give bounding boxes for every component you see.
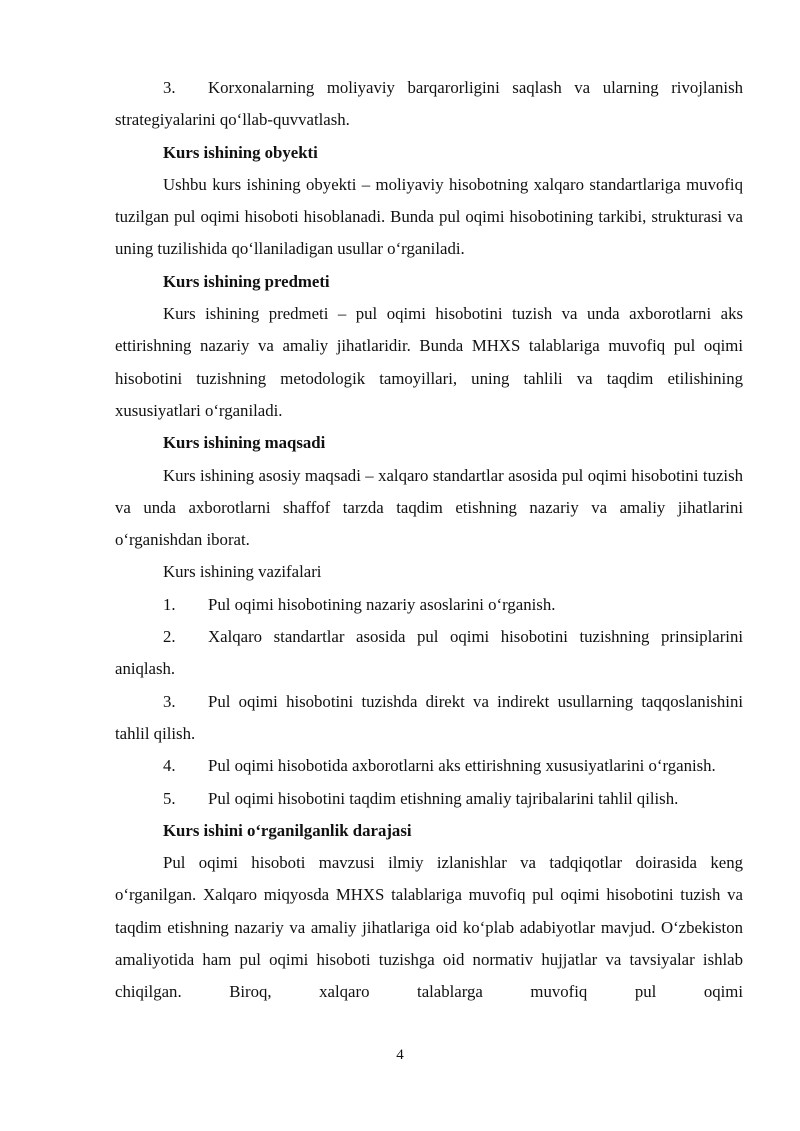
list-item [115, 72, 743, 137]
section-heading-object: Kurs ishining obyekti [163, 142, 318, 162]
list-item [115, 783, 743, 815]
paragraph-goal: Kurs ishining asosiy maqsadi – xalqaro standartlar asosida pul oqimi hisobotini tuzish va unda axborotlarni shaffof tarzda taqdim etishning nazariy va amaliy jihatlarini o‘rganishdan iborat. [115, 465, 743, 550]
page-number: 4 [396, 1047, 404, 1063]
list-text: Pul oqimi hisobotini tuzishda direkt va indirekt usullarning taqqoslanishini tahlil qilish. [115, 691, 743, 743]
section-heading-goal: Kurs ishining maqsadi [163, 433, 326, 453]
section-heading-tasks: Kurs ishining vazifalari [163, 562, 322, 582]
section-heading-study: Kurs ishini o‘rganilganlik darajasi [163, 820, 412, 840]
section-heading-subject: Kurs ishining predmeti [163, 271, 330, 291]
list-item [115, 589, 743, 621]
list-text: Pul oqimi hisobotida axborotlarni aks ettirishning xususiyatlarini o‘rganish. [208, 756, 716, 776]
list-number: 3. [163, 691, 176, 711]
paragraph-object: Ushbu kurs ishining obyekti – moliyaviy hisobotning xalqaro standartlariga muvofiq tuzilgan pul oqimi hisoboti hisoblanadi. Bunda pul oqimi hisobotining tarkibi, strukturasi va uning tuzilishida qo‘llaniladigan usullar o‘rganiladi. [115, 174, 743, 259]
list-text: Xalqaro standartlar asosida pul oqimi hisobotini tuzishning prinsiplarini aniqlash. [115, 627, 743, 679]
list-number: 4. [163, 756, 176, 776]
list-item [115, 621, 743, 686]
list-text: Korxonalarning moliyaviy barqarorligini saqlash va ularning rivojlanish strategiyalarini qo‘llab-quvvatlash. [115, 78, 743, 130]
list-number: 3. [163, 78, 176, 97]
document-page [115, 72, 743, 1009]
list-number: 1. [163, 594, 176, 614]
list-text: Pul oqimi hisobotini taqdim etishning amaliy tajribalarini tahlil qilish. [208, 788, 679, 808]
paragraph-subject: Kurs ishining predmeti – pul oqimi hisobotini tuzish va unda axborotlarni aks ettirishning nazariy va amaliy jihatlaridir. Bunda MHXS talablariga muvofiq pul oqimi hisobotini tuzishning metodologik tamoyillari, uning tahlili va taqdim etilishining xususiyatlari o‘rganiladi. [115, 304, 743, 420]
paragraph-study: Pul oqimi hisoboti mavzusi ilmiy izlanishlar va tadqiqotlar doirasida keng o‘rganilgan. Xalqaro miqyosda MHXS talablariga muvofiq pul oqimi hisobotini tuzish va taqdim etishning nazariy va amaliy jihatlariga oid ko‘plab adabiyotlar mavjud. O‘zbekiston amaliyotida ham pul oqimi hisoboti tuzishga oid normativ hujjatlar va tavsiyalar ishlab chiqilgan. Biroq, xalqaro talablarga muvofiq pul oqimi [115, 853, 743, 1002]
list-number: 5. [163, 788, 176, 808]
list-number: 2. [163, 627, 176, 647]
list-text: Pul oqimi hisobotining nazariy asoslarini o‘rganish. [208, 594, 556, 614]
list-item [115, 686, 743, 751]
list-item [115, 750, 743, 782]
